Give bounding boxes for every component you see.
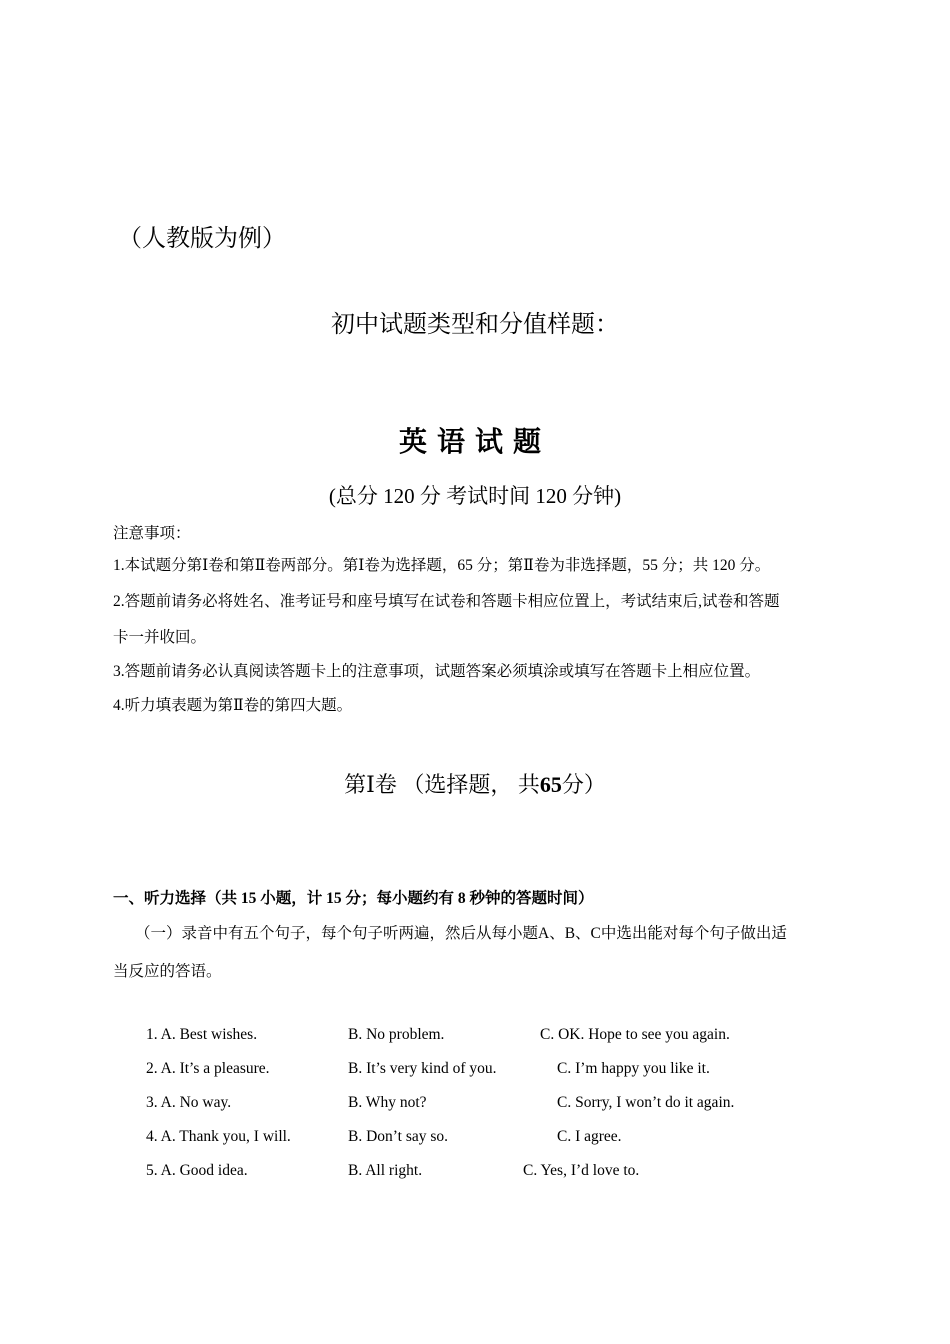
question-3-option-c: C. Sorry, I won’t do it again. — [557, 1094, 735, 1111]
notice-item-2: 2.答题前请务必将姓名、准考证号和座号填写在试卷和答题卡相应位置上，考试结束后,试卷和答题 — [113, 593, 780, 610]
question-2-option-b: B. It’s very kind of you. — [348, 1060, 497, 1077]
part-1-title — [0, 768, 950, 799]
question-5-option-c: C. Yes, I’d love to. — [523, 1162, 640, 1179]
question-1-option-b: B. No problem. — [348, 1026, 445, 1043]
question-5-option-b: B. All right. — [348, 1162, 423, 1179]
sample-title: 初中试题类型和分值样题： — [331, 310, 619, 338]
score-time: (总分 120 分 考试时间 120 分钟) — [328, 484, 622, 508]
question-1-option-c: C. OK. Hope to see you again. — [540, 1026, 730, 1043]
notice-item-4: 4.听力填表题为第Ⅱ卷的第四大题。 — [113, 697, 353, 714]
question-3-option-b: B. Why not? — [348, 1094, 427, 1111]
question-1-option-a: 1. A. Best wishes. — [146, 1026, 258, 1043]
notice-item-1: 1.本试题分第Ⅰ卷和第Ⅱ卷两部分。第Ⅰ卷为选择题，65 分；第Ⅱ卷为非选择题，55 分；共 120 分。 — [113, 557, 771, 574]
paper-title: 英语试题 — [398, 425, 551, 458]
question-2-option-a: 2. A. It’s a pleasure. — [146, 1060, 270, 1077]
question-4-option-b: B. Don’t say so. — [348, 1128, 449, 1145]
section-1-heading: 一、听力选择（共 15 小题，计 15 分；每小题约有 8 秒钟的答题时间） — [113, 890, 594, 907]
notice-item-2-cont: 卡一并收回。 — [113, 629, 207, 646]
question-3-option-a: 3. A. No way. — [146, 1094, 232, 1111]
section-1-instruction: （一）录音中有五个句子，每个句子听两遍，然后从每小题A、B、C中选出能对每个句子做出适 — [135, 925, 787, 942]
question-2-option-c: C. I’m happy you like it. — [557, 1060, 710, 1077]
part-1-score: 65 — [539, 772, 562, 797]
question-4-option-c: C. I agree. — [557, 1128, 622, 1145]
part-1-title-prefix: 第Ⅰ卷 （选择题， 共 — [344, 772, 540, 797]
notice-item-3: 3.答题前请务必认真阅读答题卡上的注意事项，试题答案必须填涂或填写在答题卡上相应位置。 — [113, 663, 761, 680]
question-5-option-a: 5. A. Good idea. — [146, 1162, 248, 1179]
notice-heading: 注意事项： — [113, 525, 191, 542]
edition-note: （人教版为例） — [118, 224, 286, 252]
question-4-option-a: 4. A. Thank you, I will. — [146, 1128, 291, 1145]
part-1-title-suffix: 分） — [561, 772, 606, 797]
section-1-instruction-cont: 当反应的答语。 — [113, 963, 222, 980]
